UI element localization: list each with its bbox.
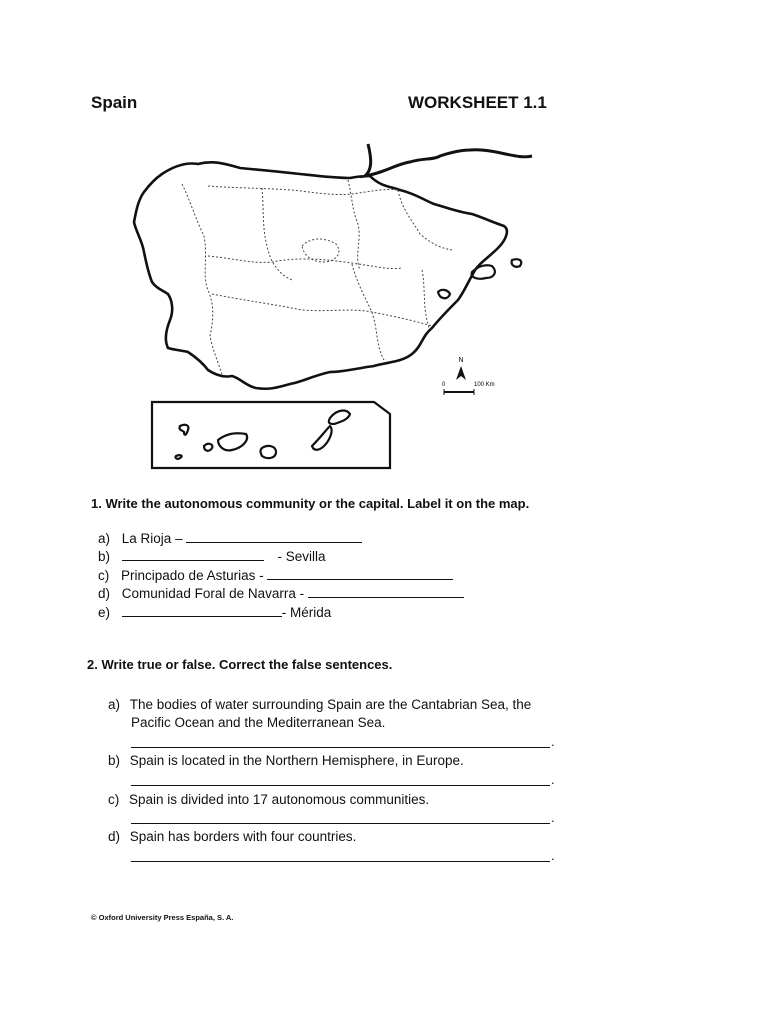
q1-letter-d: d)	[98, 586, 111, 601]
q1-item-b	[98, 546, 326, 566]
q1-text-c: Principado de Asturias -	[121, 568, 268, 583]
q2-letter-d: d)	[108, 829, 121, 844]
q2-text-a-line2: Pacific Ocean and the Mediterranean Sea.	[131, 715, 386, 730]
q2-item-b	[108, 752, 464, 770]
copyright-footer: © Oxford University Press España, S. A.	[91, 913, 234, 922]
france-border-line	[365, 144, 532, 176]
q2-letter-c: c)	[108, 792, 120, 807]
q2-text-a: The bodies of water surrounding Spain are the Cantabrian Sea, the	[129, 697, 532, 712]
scale-end: 100 Km	[474, 382, 495, 388]
q2-line-end-a: .	[551, 734, 555, 749]
q1-text-e: - Mérida	[281, 605, 332, 620]
q2-letter-a: a)	[108, 697, 121, 712]
q1-answer-blank-a[interactable]	[186, 528, 362, 543]
q2-item-d	[108, 828, 356, 846]
q1-answer-blank-b[interactable]	[122, 546, 264, 561]
q2-text-b: Spain is located in the Northern Hemisphere, in Europe.	[129, 753, 464, 768]
q2-item-c	[108, 791, 429, 809]
question-1-title: 1. Write the autonomous community or the capital. Label it on the map.	[91, 496, 530, 511]
q1-text-b: - Sevilla	[273, 549, 326, 564]
q2-item-a-line1	[108, 696, 531, 714]
q2-letter-b: b)	[108, 753, 121, 768]
compass-letter: N	[458, 357, 464, 364]
q1-item-e	[98, 602, 331, 622]
q2-text-c: Spain is divided into 17 autonomous communities.	[129, 792, 430, 807]
q2-line-end-c: .	[551, 810, 555, 825]
q1-letter-a: a)	[98, 531, 111, 546]
q1-text-a: La Rioja –	[121, 531, 187, 546]
q2-answer-line-c[interactable]	[131, 822, 550, 824]
q1-answer-blank-c[interactable]	[267, 565, 453, 580]
q1-text-d: Comunidad Foral de Navarra -	[121, 586, 308, 601]
spain-map	[122, 140, 542, 475]
north-arrow-icon	[456, 366, 466, 380]
q1-answer-blank-e[interactable]	[122, 602, 282, 617]
q2-answer-line-b[interactable]	[131, 784, 550, 786]
q2-line-end-d: .	[551, 848, 555, 863]
q2-line-end-b: .	[551, 772, 555, 787]
q1-letter-c: c)	[98, 568, 110, 583]
worksheet-subject: Spain	[91, 93, 138, 112]
community-borders	[208, 180, 452, 360]
iberia-outline	[134, 162, 507, 388]
q1-letter-b: b)	[98, 549, 111, 564]
q2-answer-line-d[interactable]	[131, 860, 550, 862]
scale-start: 0	[442, 382, 446, 388]
q1-item-c	[98, 565, 453, 585]
q1-item-a	[98, 528, 362, 548]
q1-item-d	[98, 583, 464, 603]
portugal-border	[182, 184, 222, 374]
question-2-title: 2. Write true or false. Correct the false sentences.	[87, 657, 393, 672]
q1-answer-blank-d[interactable]	[308, 583, 464, 598]
canary-islands	[175, 411, 350, 459]
q1-letter-e: e)	[98, 605, 111, 620]
q2-answer-line-a[interactable]	[131, 746, 550, 748]
q2-text-d: Spain has borders with four countries.	[129, 829, 357, 844]
worksheet-number: WORKSHEET 1.1	[408, 93, 547, 112]
